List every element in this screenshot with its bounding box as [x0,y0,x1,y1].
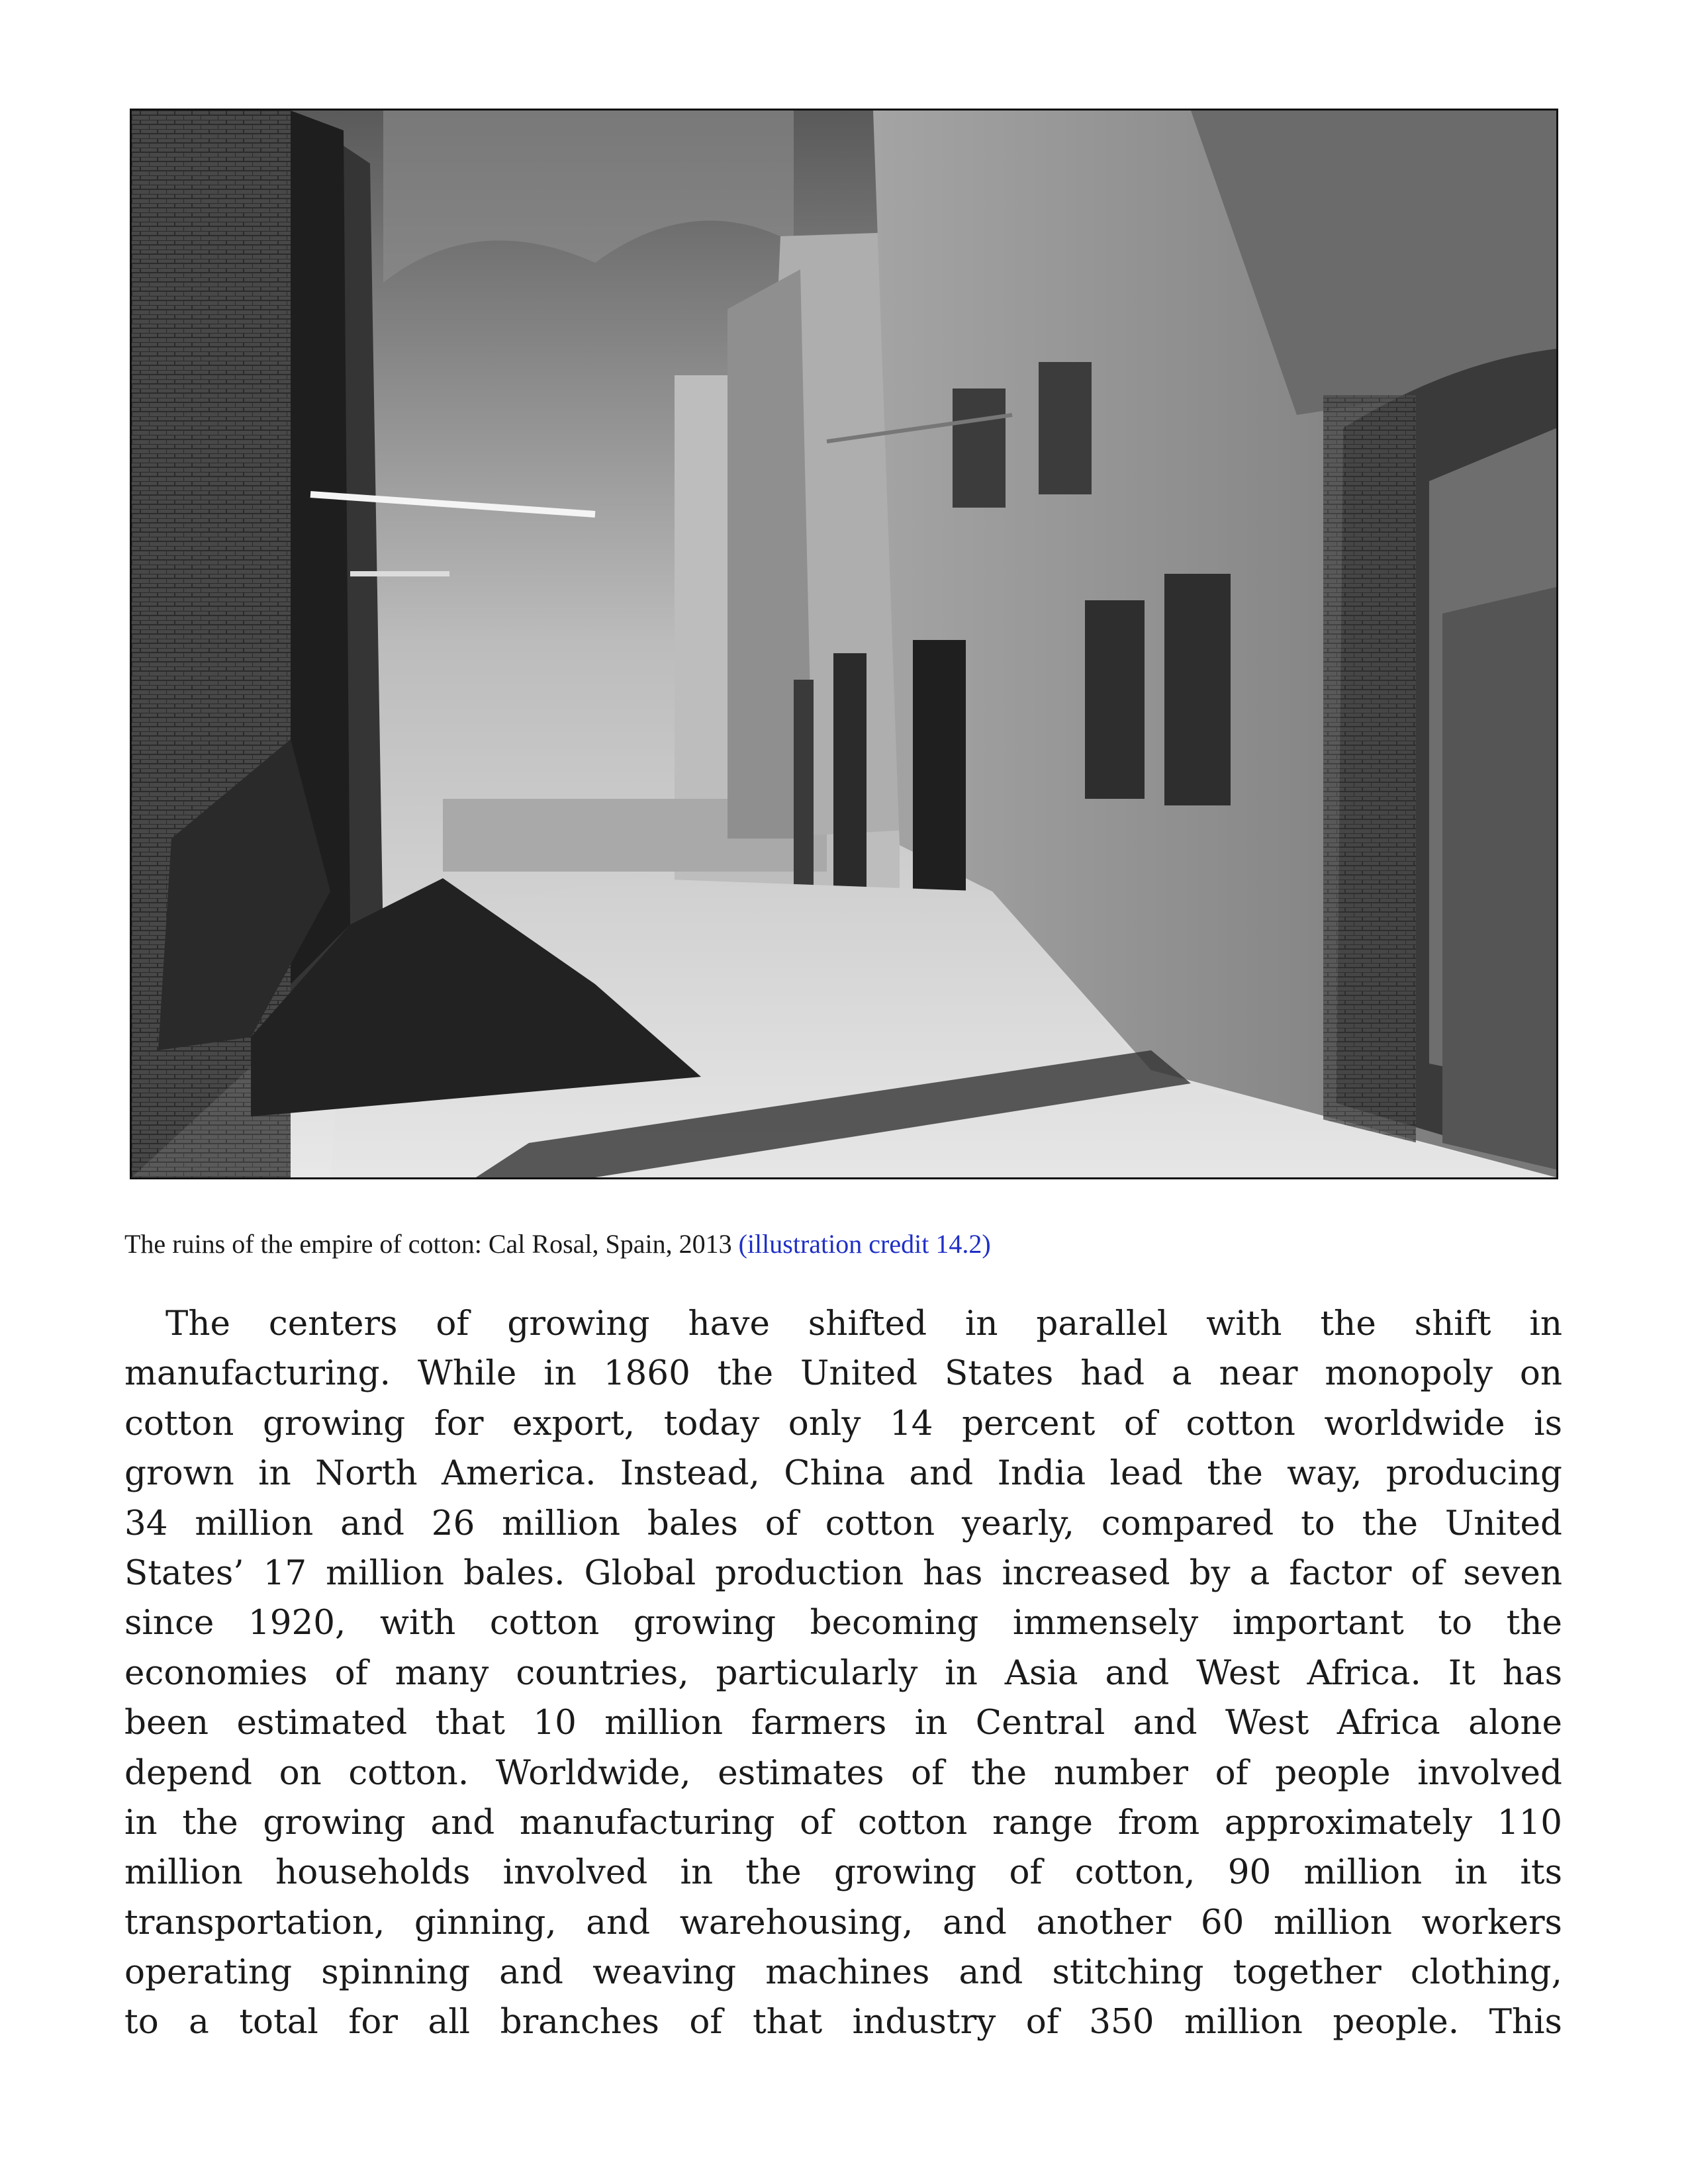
paragraph-line: grown in North America. Instead, China and India lead the way, producing [124,1453,1562,1494]
cal-rosal-mill-ruins-photo [132,111,1556,1177]
paragraph-line: since 1920, with cotton growing becoming immensely important to the [124,1603,1562,1643]
paragraph-line: 34 million and 26 million bales of cotton yearly, compared to the United [124,1503,1562,1543]
paragraph-line: The centers of growing have shifted in parallel with the shift in [165,1304,1562,1343]
caption-text: The ruins of the empire of cotton: Cal Rosal, Spain, 2013 [124,1229,739,1259]
paragraph-line: economies of many countries, particularly in Asia and West Africa. It has [124,1653,1562,1693]
paragraph-line: manufacturing. While in 1860 the United States had a near monopoly on [124,1353,1562,1394]
paragraph-line: been estimated that 10 million farmers in Central and West Africa alone [124,1703,1562,1743]
figure-photo [130,109,1558,1179]
paragraph-line: depend on cotton. Worldwide, estimates of the number of people involved [124,1752,1562,1793]
paragraph-line: cotton growing for export, today only 14 percent of cotton worldwide is [124,1403,1562,1443]
paragraph-line: in the growing and manufacturing of cotton range from approximately 110 [124,1802,1562,1843]
figure-caption [124,1226,1568,1263]
paragraph-line: transportation, ginning, and warehousing, and another 60 million workers [124,1902,1562,1942]
paragraph-line: million households involved in the growing of cotton, 90 million in its [124,1852,1562,1893]
paragraph-line: to a total for all branches of that industry of 350 million people. This [124,2002,1562,2042]
paragraph-line: operating spinning and weaving machines and stitching together clothing, [124,1952,1562,1993]
body-paragraph [124,1299,1562,2048]
illustration-credit-link[interactable]: (illustration credit 14.2) [738,1229,991,1259]
paragraph-line: States’ 17 million bales. Global production has increased by a factor of seven [124,1553,1562,1593]
